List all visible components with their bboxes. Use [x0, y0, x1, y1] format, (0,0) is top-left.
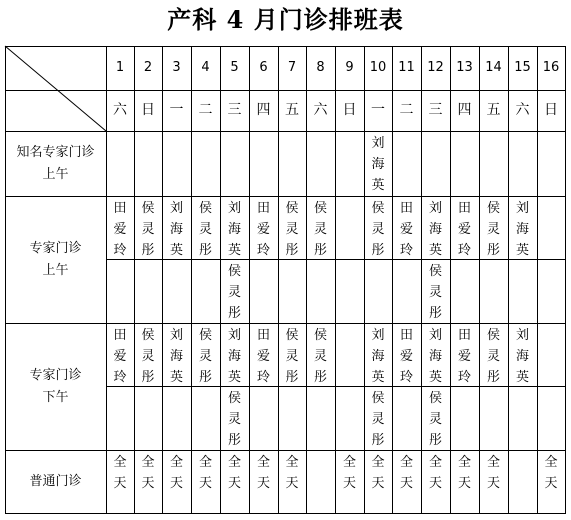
general-clinic-cell: 全 天	[428, 455, 442, 491]
general-clinic-cell: 全 天	[113, 455, 127, 491]
expert-am-doctor: 刘 海 英	[515, 201, 529, 258]
general-clinic-cell: 全 天	[486, 455, 500, 491]
expert-pm-doctor: 田 爱 玲	[113, 328, 127, 385]
weekday: 六	[113, 101, 127, 118]
general-clinic-cell: 全 天	[285, 455, 299, 491]
expert-pm-doctor: 侯 灵 彤	[313, 328, 327, 385]
row-label-expert-am: 专家门诊 上午	[29, 240, 82, 278]
day-number: 2	[143, 59, 153, 75]
weekday: 六	[515, 101, 530, 118]
day-number: 15	[514, 59, 531, 75]
famous-am-doctor: 刘 海 英	[371, 136, 385, 193]
expert-am-doctor-2: 侯 灵 彤	[227, 264, 241, 321]
day-number: 6	[259, 59, 268, 75]
page-title: 产科 4 月门诊排班表	[167, 5, 404, 34]
general-clinic-cell: 全 天	[371, 455, 385, 491]
expert-pm-doctor: 田 爱 玲	[457, 328, 471, 385]
day-number: 10	[369, 59, 387, 75]
expert-am-doctor: 田 爱 玲	[457, 201, 471, 258]
weekday: 五	[285, 101, 299, 118]
general-clinic-cell: 全 天	[169, 455, 183, 491]
day-number: 4	[201, 59, 210, 75]
expert-am-doctor-2: 侯 灵 彤	[428, 264, 442, 321]
weekday: 日	[342, 101, 357, 118]
general-clinic-cell: 全 天	[399, 455, 413, 491]
expert-pm-doctor: 刘 海 英	[169, 328, 183, 385]
expert-pm-doctor: 刘 海 英	[227, 328, 241, 385]
day-number: 12	[427, 59, 444, 75]
weekday: 三	[227, 101, 242, 118]
general-clinic-cell: 全 天	[256, 455, 270, 491]
weekday: 二	[399, 101, 414, 118]
expert-am-doctor: 侯 灵 彤	[486, 201, 500, 258]
general-clinic-cell: 全 天	[141, 455, 155, 491]
expert-am-doctor: 刘 海 英	[227, 201, 241, 258]
row-label-general: 普通门诊	[29, 473, 82, 489]
expert-pm-doctor: 刘 海 英	[371, 328, 385, 385]
expert-am-doctor: 侯 灵 彤	[285, 201, 299, 258]
day-number: 1	[115, 59, 125, 75]
expert-am-doctor: 侯 灵 彤	[141, 201, 155, 258]
expert-am-doctor: 侯 灵 彤	[313, 201, 327, 258]
day-number: 14	[485, 59, 502, 75]
expert-am-doctor: 侯 灵 彤	[198, 201, 212, 258]
expert-am-doctor: 田 爱 玲	[113, 201, 127, 258]
day-number: 8	[316, 59, 325, 75]
expert-pm-doctor-2: 侯 灵 彤	[227, 391, 241, 448]
day-number: 3	[172, 59, 181, 75]
general-clinic-cell: 全 天	[342, 455, 356, 491]
expert-pm-doctor: 刘 海 英	[515, 328, 529, 385]
weekday: 六	[313, 101, 328, 118]
general-clinic-cell: 全 天	[198, 455, 212, 491]
expert-am-doctor: 刘 海 英	[428, 201, 442, 258]
general-clinic-cell: 全 天	[544, 455, 558, 491]
expert-am-doctor: 侯 灵 彤	[371, 201, 385, 258]
column-line	[565, 46, 566, 513]
general-clinic-cell: 全 天	[457, 455, 471, 491]
expert-am-doctor: 田 爱 玲	[399, 201, 413, 258]
general-clinic-cell: 全 天	[227, 455, 241, 491]
weekday: 日	[141, 101, 155, 118]
weekday: 二	[198, 101, 213, 118]
weekday: 一	[169, 101, 184, 118]
weekday: 日	[544, 101, 558, 118]
expert-pm-doctor: 侯 灵 彤	[486, 328, 500, 385]
diagonal-line	[5, 46, 106, 131]
expert-pm-doctor: 田 爱 玲	[399, 328, 413, 385]
day-number: 13	[456, 59, 473, 75]
row-label-expert-pm: 专家门诊 下午	[29, 367, 82, 405]
day-number: 11	[398, 59, 415, 75]
expert-am-doctor: 田 爱 玲	[256, 201, 270, 258]
weekday: 四	[457, 101, 472, 118]
row-label-famous-expert-am: 知名专家门诊 上午	[16, 144, 95, 182]
day-number: 5	[230, 59, 239, 75]
table-border-bottom	[5, 513, 566, 514]
expert-pm-doctor: 田 爱 玲	[256, 328, 270, 385]
weekday: 四	[256, 101, 271, 118]
expert-am-doctor: 刘 海 英	[169, 201, 183, 258]
expert-pm-doctor: 刘 海 英	[428, 328, 442, 385]
expert-pm-doctor-2: 侯 灵 彤	[371, 391, 385, 448]
weekday: 五	[486, 101, 501, 118]
expert-pm-doctor: 侯 灵 彤	[141, 328, 155, 385]
day-number: 7	[287, 59, 297, 75]
weekday: 一	[371, 101, 385, 118]
expert-pm-doctor-2: 侯 灵 彤	[428, 391, 442, 448]
weekday: 三	[428, 101, 443, 118]
expert-pm-doctor: 侯 灵 彤	[285, 328, 299, 385]
day-number: 16	[542, 59, 560, 75]
day-number: 9	[345, 59, 354, 75]
expert-pm-doctor: 侯 灵 彤	[198, 328, 212, 385]
